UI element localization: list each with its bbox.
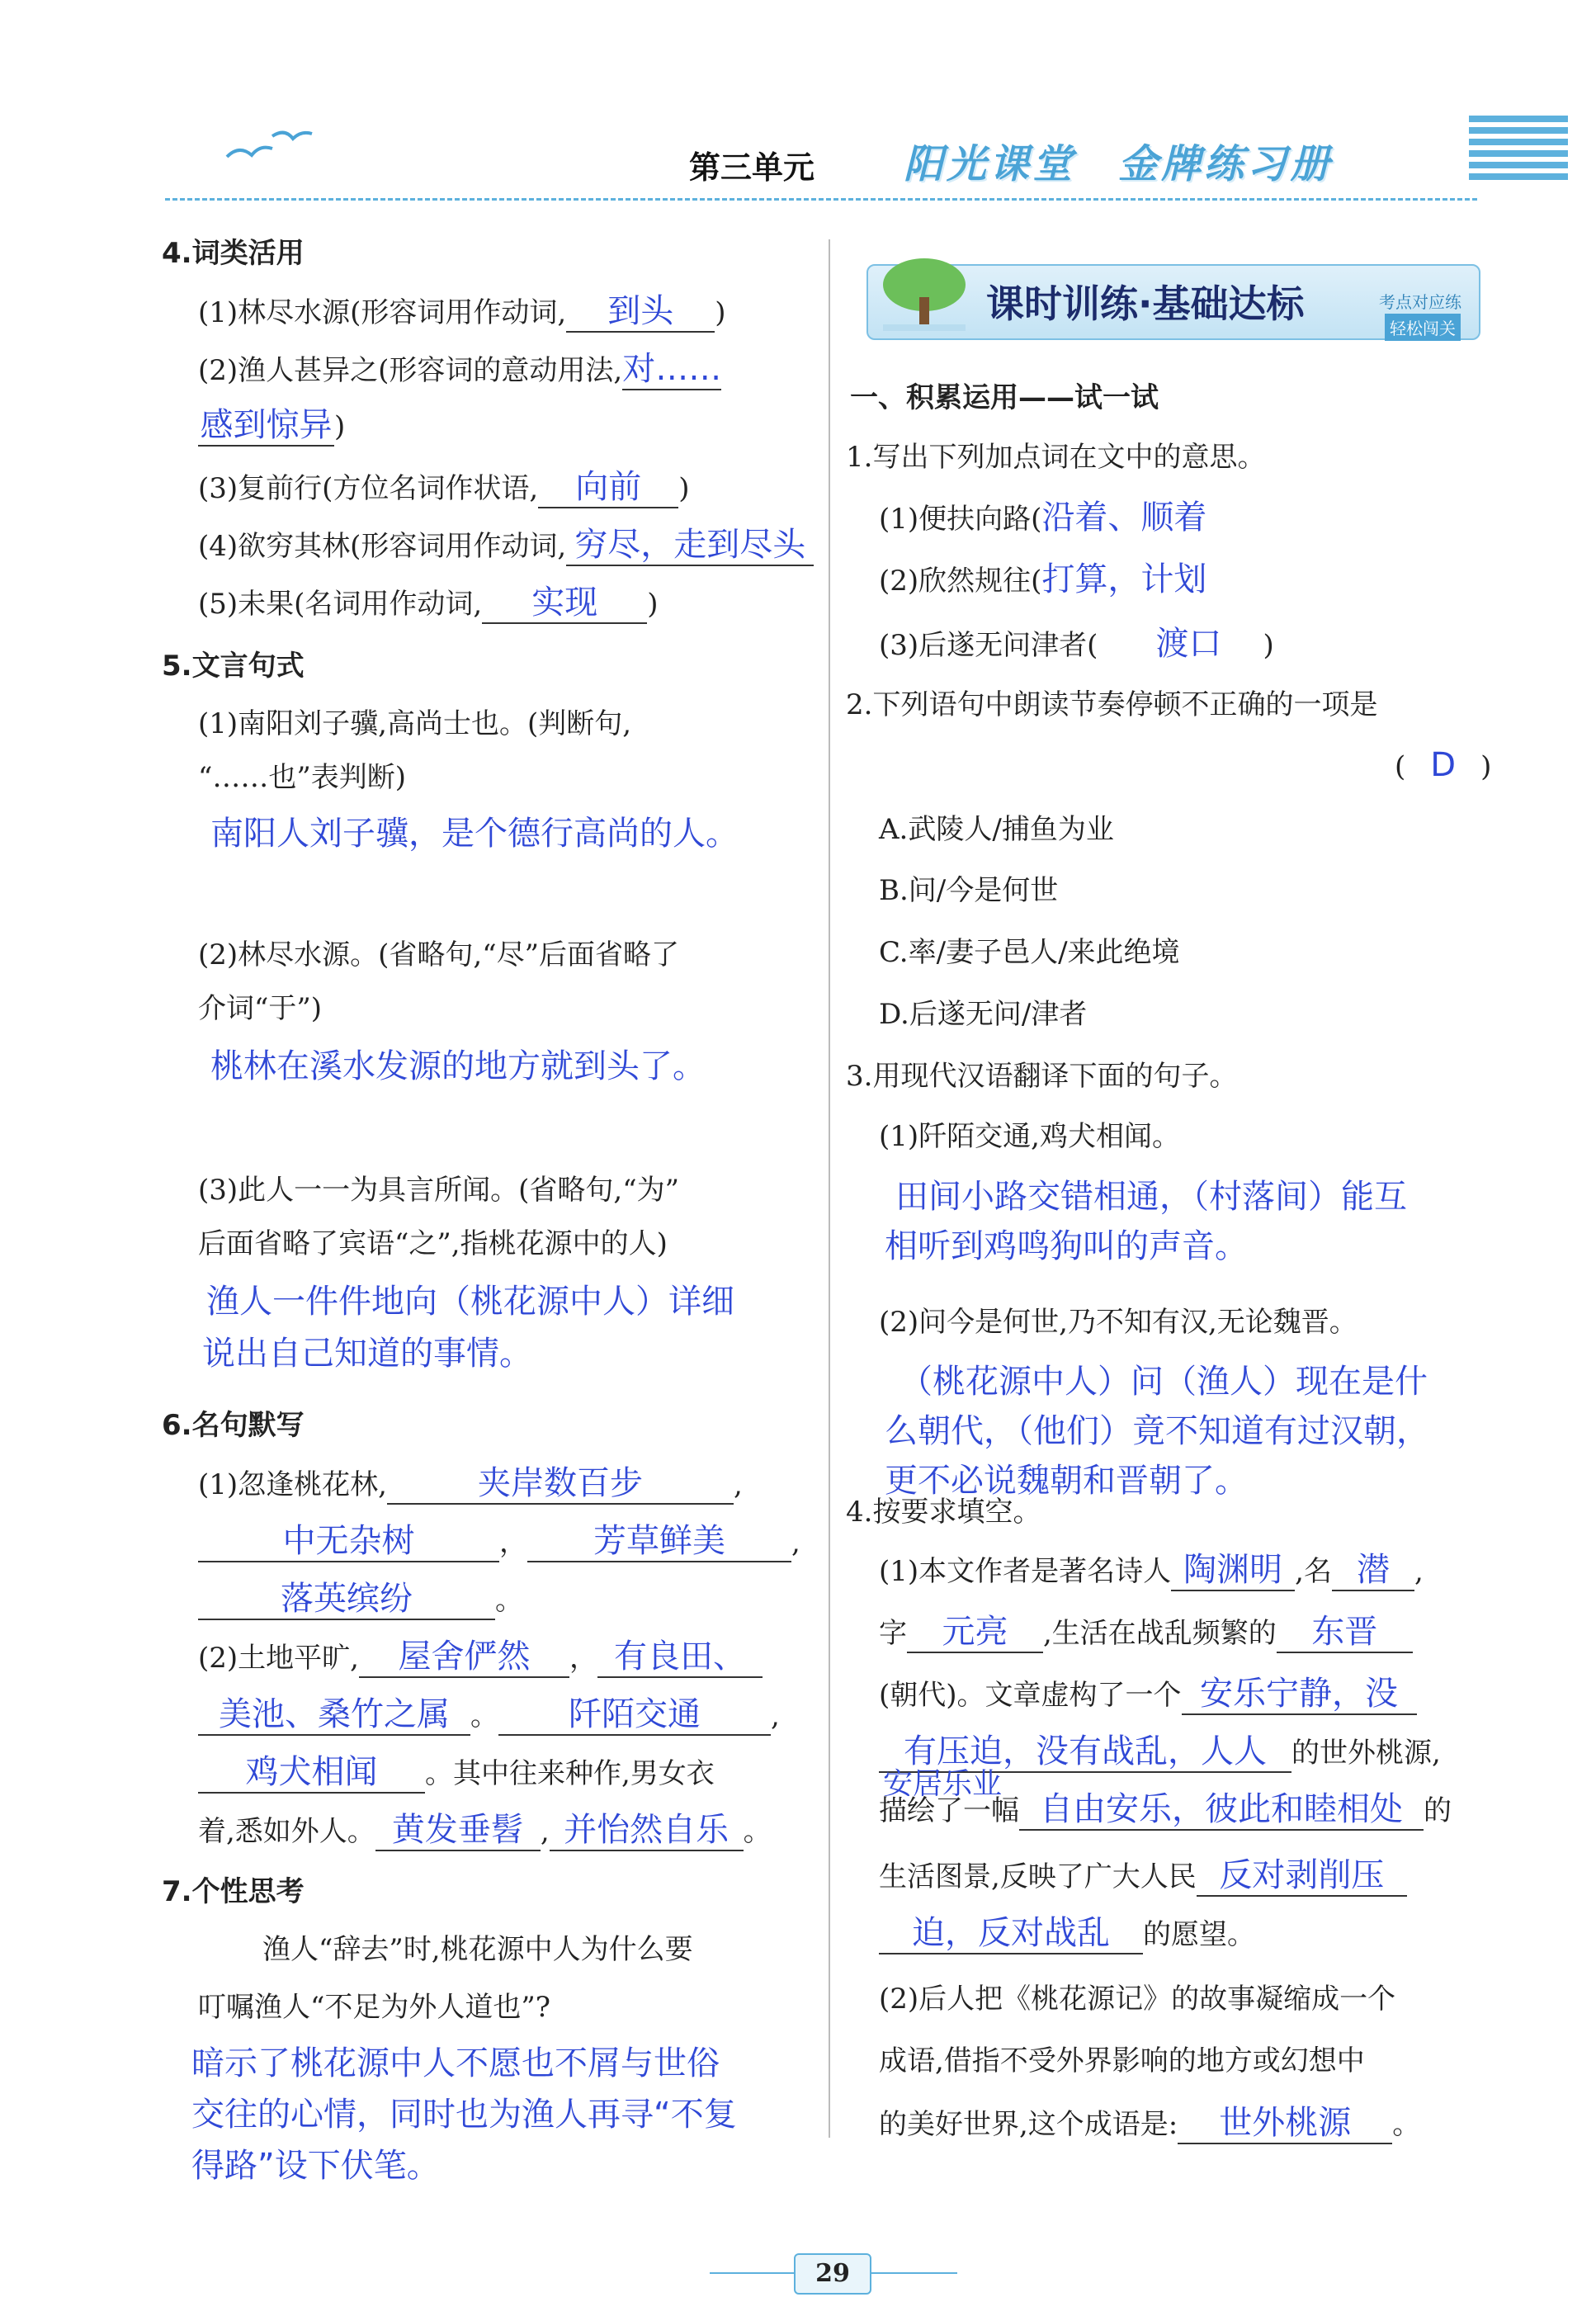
s7-answer-3: 得路”设下伏笔。 bbox=[191, 2147, 440, 2185]
s5-q2b: 介词“于”) bbox=[198, 992, 323, 1025]
s5-q3a: (3)此人一一为具言所闻。(省略句,“为” bbox=[198, 1174, 679, 1207]
page-number: 29 bbox=[794, 2253, 871, 2295]
section-7-title: 7.个性思考 bbox=[162, 1875, 305, 1908]
s5-q1-answer: 南阳人刘子骥，是个德行高尚的人。 bbox=[210, 815, 739, 853]
s6-q2-line4: 着,悉如外人。 黄发垂髫 , 并怡然自乐 。 bbox=[198, 1812, 772, 1851]
q4-1-line2: 字 元亮 ,生活在战乱频繁的 东晋 bbox=[879, 1614, 1413, 1653]
s6-q2-line2: 美池、桑竹之属 。 阡陌交通 , bbox=[198, 1696, 780, 1736]
s6-q2-line3: 鸡犬相闻 。其中往来种作,男女衣 bbox=[198, 1754, 715, 1794]
q4-1-line1: (1)本文作者是著名诗人 陶渊明 ,名 潜 , bbox=[879, 1552, 1424, 1591]
s5-q2-answer: 桃林在溪水发源的地方就到头了。 bbox=[210, 1047, 706, 1085]
section-5-title: 5.文言句式 bbox=[162, 650, 305, 683]
s4-item-2b: 感到惊异) bbox=[198, 407, 345, 447]
q2-option-d: D.后遂无问/津者 bbox=[879, 998, 1088, 1031]
q3-2-answer-3: 更不必说魏朝和晋朝了。 bbox=[885, 1462, 1248, 1500]
column-divider bbox=[829, 239, 830, 2138]
s6-q1-line3: 落英缤纷 。 bbox=[198, 1581, 523, 1620]
s7-answer-2: 交往的心情，同时也为渔人再寻“不复 bbox=[191, 2096, 737, 2134]
s5-q2a: (2)林尽水源。(省略句,“尽”后面省略了 bbox=[198, 938, 679, 971]
q1-item-2: (2)欣然规往(打算，计划 bbox=[879, 560, 1207, 598]
q2-option-c: C.率/妻子邑人/来此绝境 bbox=[879, 936, 1180, 969]
q4-1-line3: (朝代)。文章虚构了一个 安乐宁静，没 bbox=[879, 1676, 1417, 1715]
s5-q3b: 后面省略了宾语“之”,指桃花源中的人) bbox=[198, 1227, 668, 1260]
s7-question-1: 渔人“辞去”时,桃花源中人为什么要 bbox=[262, 1933, 693, 1966]
q3-2-answer-2: 么朝代，（他们）竟不知道有过汉朝， bbox=[885, 1412, 1429, 1450]
q4-1-line6: 生活图景,反映了广大人民 反对剥削压 bbox=[879, 1857, 1407, 1897]
header-stripes bbox=[1469, 116, 1568, 198]
q4-2-line2: 成语,借指不受外界影响的地方或幻想中 bbox=[879, 2044, 1365, 2077]
q3-item-2: (2)问今是何世,乃不知有汉,无论魏晋。 bbox=[879, 1306, 1358, 1339]
q4-2-line3: 的美好世界,这个成语是: 世外桃源 。 bbox=[879, 2105, 1420, 2144]
q4-1-line4: 有压迫，没有战乱，人人 的世外桃源, bbox=[879, 1733, 1441, 1773]
q1-item-1: (1)便扶向路(沿着、顺着 bbox=[879, 499, 1207, 536]
banner-tag-1: 考点对应练 bbox=[1379, 292, 1461, 312]
s5-q1a: (1)南阳刘子骥,高尚士也。(判断句, bbox=[198, 707, 632, 740]
q2-prompt: 2.下列语句中朗读节奏停顿不正确的一项是 bbox=[846, 688, 1378, 721]
brand-title: 阳光课堂 金牌练习册 bbox=[904, 141, 1334, 187]
s5-q3-answer-1: 渔人一件件地向（桃花源中人）详细 bbox=[206, 1283, 734, 1321]
q3-prompt: 3.用现代汉语翻译下面的句子。 bbox=[846, 1060, 1238, 1093]
q1-item-3: (3)后遂无问津者( 渡口 ) bbox=[879, 625, 1274, 663]
q3-1-answer-2: 相听到鸡鸣狗叫的声音。 bbox=[885, 1227, 1248, 1265]
header-divider bbox=[165, 198, 1477, 201]
s5-q3-answer-2: 说出自己知道的事情。 bbox=[202, 1335, 532, 1373]
q2-option-b: B.问/今是何世 bbox=[879, 874, 1059, 907]
q3-item-1: (1)阡陌交通,鸡犬相闻。 bbox=[879, 1120, 1180, 1153]
q4-1-line5: 描绘了一幅 自由安乐，彼此和睦相处 的 bbox=[879, 1791, 1452, 1831]
s4-item-2: (2)渔人甚异之(形容词的意动用法,对…… bbox=[198, 351, 721, 390]
section-6-title: 6.名句默写 bbox=[162, 1409, 305, 1442]
unit-title: 第三单元 bbox=[689, 149, 815, 186]
q4-1-line7: 迫，反对战乱 的愿望。 bbox=[879, 1915, 1255, 1954]
s4-item-3: (3)复前行(方位名词作状语, 向前 ) bbox=[198, 469, 690, 508]
part-1-title: 一、积累运用——试一试 bbox=[850, 381, 1159, 414]
tree-icon bbox=[875, 252, 974, 334]
s5-q1b: “……也”表判断) bbox=[198, 761, 407, 794]
section-4-title: 4.词类活用 bbox=[162, 237, 305, 270]
s7-question-2: 叮嘱渔人“不足为外人道也”? bbox=[198, 1991, 550, 2024]
s6-q1-line2: 中无杂树 ， 芳草鲜美 , bbox=[198, 1523, 800, 1562]
s6-q2-line1: (2)土地平旷, 屋舍俨然 ， 有良田、 bbox=[198, 1638, 763, 1678]
s4-item-1: (1)林尽水源(形容词用作动词, 到头 ) bbox=[198, 293, 726, 333]
s6-q1-line1: (1)忽逢桃花林, 夹岸数百步 , bbox=[198, 1465, 743, 1505]
q2-answer-box: ( D ) bbox=[1395, 746, 1492, 784]
q4-1-answer-7: 安居乐业 bbox=[883, 1767, 1003, 1801]
q3-1-answer-1: 田间小路交错相通，（村落间）能互 bbox=[895, 1178, 1407, 1216]
birds-icon bbox=[223, 124, 314, 173]
q1-prompt: 1.写出下列加点词在文中的意思。 bbox=[846, 441, 1266, 474]
q3-2-answer-1: （桃花源中人）问（渔人）现在是什 bbox=[900, 1363, 1428, 1401]
banner-title: 课时训练·基础达标 bbox=[986, 281, 1305, 326]
q2-option-a: A.武陵人/捕鱼为业 bbox=[879, 813, 1114, 846]
s4-item-5: (5)未果(名词用作动词, 实现 ) bbox=[198, 584, 659, 624]
s4-item-4: (4)欲穷其林(形容词用作动词, 穷尽，走到尽头 bbox=[198, 527, 814, 566]
q4-prompt: 4.按要求填空。 bbox=[846, 1496, 1041, 1529]
q4-2-line1: (2)后人把《桃花源记》的故事凝缩成一个 bbox=[879, 1983, 1396, 2016]
s7-answer-1: 暗示了桃花源中人不愿也不屑与世俗 bbox=[191, 2044, 720, 2082]
banner-tag-2: 轻松闯关 bbox=[1385, 314, 1461, 341]
